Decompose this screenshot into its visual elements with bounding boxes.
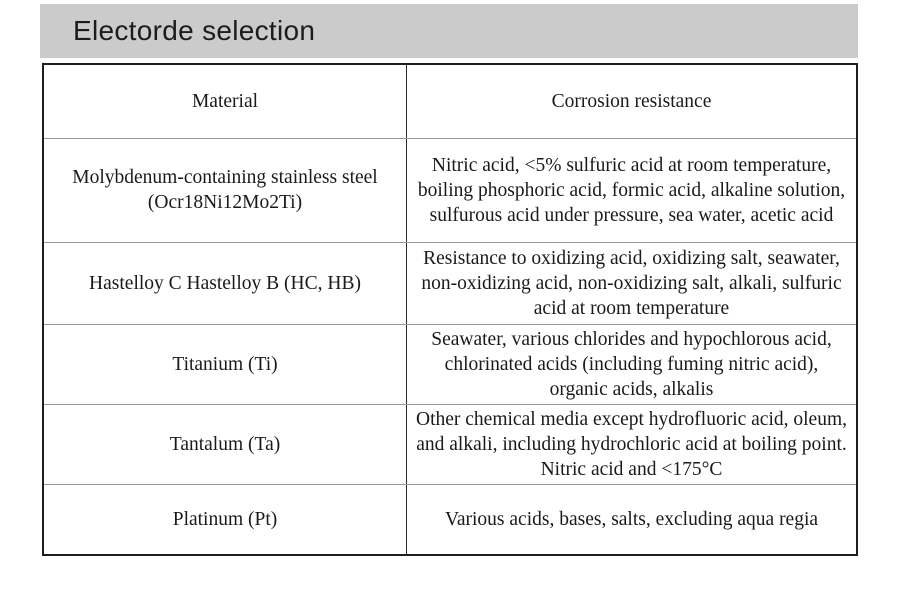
table-row (43, 138, 857, 242)
material-cell: Titanium (Ti) (43, 324, 407, 404)
header-material: Material (43, 64, 407, 138)
table-row (43, 324, 857, 404)
page-title-banner (40, 4, 858, 58)
table-row (43, 484, 857, 555)
resistance-cell: Nitric acid, <5% sulfuric acid at room temperature, boiling phosphoric acid, formic acid, alkaline solution, sulfurous acid under pressure, sea water, acetic acid (407, 138, 858, 242)
table-row (43, 404, 857, 484)
table-header-row (43, 64, 857, 138)
resistance-cell: Other chemical media except hydrofluoric acid, oleum, and alkali, including hydrochloric acid at boiling point. Nitric acid and <175°C (407, 404, 858, 484)
material-cell: Molybdenum-containing stainless steel (Ocr18Ni12Mo2Ti) (43, 138, 407, 242)
material-cell: Hastelloy C Hastelloy B (HC, HB) (43, 242, 407, 324)
resistance-cell: Seawater, various chlorides and hypochlorous acid, chlorinated acids (including fuming nitric acid), organic acids, alkalis (407, 324, 858, 404)
electrode-selection-table (42, 63, 858, 556)
page-title: Electorde selection (73, 15, 316, 46)
header-corrosion-resistance: Corrosion resistance (407, 64, 858, 138)
resistance-cell: Resistance to oxidizing acid, oxidizing salt, seawater, non-oxidizing acid, non-oxidizing salt, alkali, sulfuric acid at room temperature (407, 242, 858, 324)
table-row (43, 242, 857, 324)
material-cell: Platinum (Pt) (43, 484, 407, 555)
material-cell: Tantalum (Ta) (43, 404, 407, 484)
resistance-cell: Various acids, bases, salts, excluding aqua regia (407, 484, 858, 555)
